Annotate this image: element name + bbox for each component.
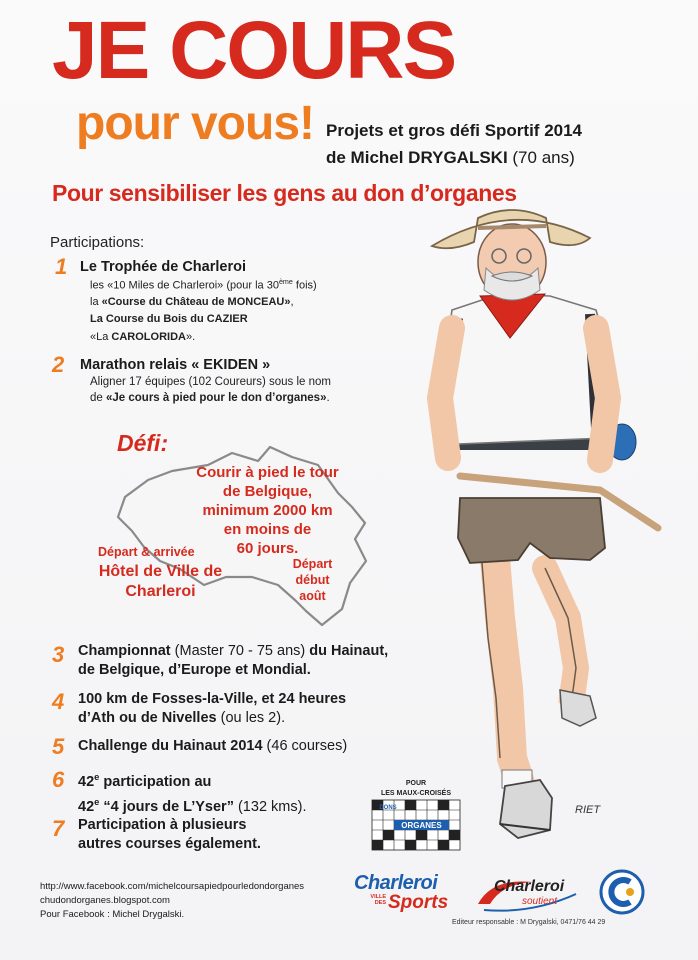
departure-date: Départ début août xyxy=(292,557,333,603)
item-4-text: 100 km de Fosses-la-Ville, et 24 heures d’Ath ou de Nivelles (ou les 2). xyxy=(78,691,347,726)
editor-credit: Editeur responsable : M Drygalski, 0471/76 44 29 xyxy=(452,919,606,926)
item-number-6: 6 xyxy=(52,767,65,792)
item-number-3: 3 xyxy=(52,642,65,667)
item-2-title: Marathon relais « EKIDEN » xyxy=(80,357,271,373)
item-5-text: Challenge du Hainaut 2014 (46 courses) xyxy=(78,738,348,754)
item-1-title: Le Trophée de Charleroi xyxy=(80,259,246,275)
item-number-2: 2 xyxy=(52,352,65,377)
item-1-line-4: «La CAROLORIDA». xyxy=(90,331,196,343)
projects-line-1: Projets et gros défi Sportif 2014 xyxy=(326,121,583,140)
item-6-text: 42e participation au 42e “4 jours de L’Yser” (132 kms). xyxy=(78,771,307,815)
start-label: Départ & arrivée xyxy=(98,545,195,559)
item-2-line-1: Aligner 17 équipes (102 Coureurs) sous le nom xyxy=(90,376,331,388)
facebook-name: Pour Facebook : Michel Drygalski. xyxy=(40,909,185,920)
charleroi-soutient-logo: Charleroi soutient xyxy=(472,872,582,918)
item-1-line-3: La Course du Bois du CAZIER xyxy=(90,313,248,325)
start-place: Hôtel de Ville de Charleroi xyxy=(98,563,223,600)
item-number-4: 4 xyxy=(52,689,65,714)
item-7-text: Participation à plusieurs autres courses également. xyxy=(78,817,261,852)
title-subline: pour vous! xyxy=(76,97,314,150)
item-number-7: 7 xyxy=(52,816,65,841)
projects-heading xyxy=(326,117,582,171)
blog-url[interactable]: chudondorganes.blogspot.com xyxy=(40,895,170,906)
runner-name: de Michel DRYGALSKI xyxy=(326,148,508,167)
item-number-1: 1 xyxy=(55,254,68,279)
runner-illustration xyxy=(400,198,690,858)
runner-age: (70 ans) xyxy=(507,148,575,167)
defi-description: Courir à pied le tour de Belgique, minimum 2000 km en moins de 60 jours. xyxy=(196,464,339,557)
main-title: JE COURS xyxy=(52,5,456,96)
crossword-dons: DONS xyxy=(379,805,397,811)
crossword-logo xyxy=(366,776,466,854)
round-organization-logo xyxy=(598,868,646,916)
defi-title: Défi: xyxy=(117,430,169,456)
projects-line-2 xyxy=(326,144,582,171)
crossword-organes: ORGANES xyxy=(401,821,442,830)
campaign-subtitle: Pour sensibiliser les gens au don d’organes xyxy=(52,180,517,206)
item-3-text: Championnat (Master 70 - 75 ans) du Hainaut, de Belgique, d’Europe et Mondial. xyxy=(78,643,389,678)
charleroi-sports-logo: Charleroi VILLE DES Sports xyxy=(354,872,449,913)
artist-signature: RIET xyxy=(575,804,601,816)
item-1-line-2: la «Course du Château de MONCEAU», xyxy=(90,296,294,308)
crossword-pour: POUR xyxy=(405,780,427,787)
item-number-5: 5 xyxy=(52,734,65,759)
facebook-url[interactable]: http://www.facebook.com/michelcoursapiedpourledondorganes xyxy=(40,881,305,892)
participations-heading: Participations: xyxy=(50,234,145,251)
item-2-line-2: de «Je cours à pied pour le don d’organes». xyxy=(90,392,330,404)
crossword-maux: LES MAUX-CROISÉS xyxy=(380,790,452,797)
item-1-line-1: les «10 Miles de Charleroi» (pour la 30ème fois) xyxy=(90,278,317,292)
